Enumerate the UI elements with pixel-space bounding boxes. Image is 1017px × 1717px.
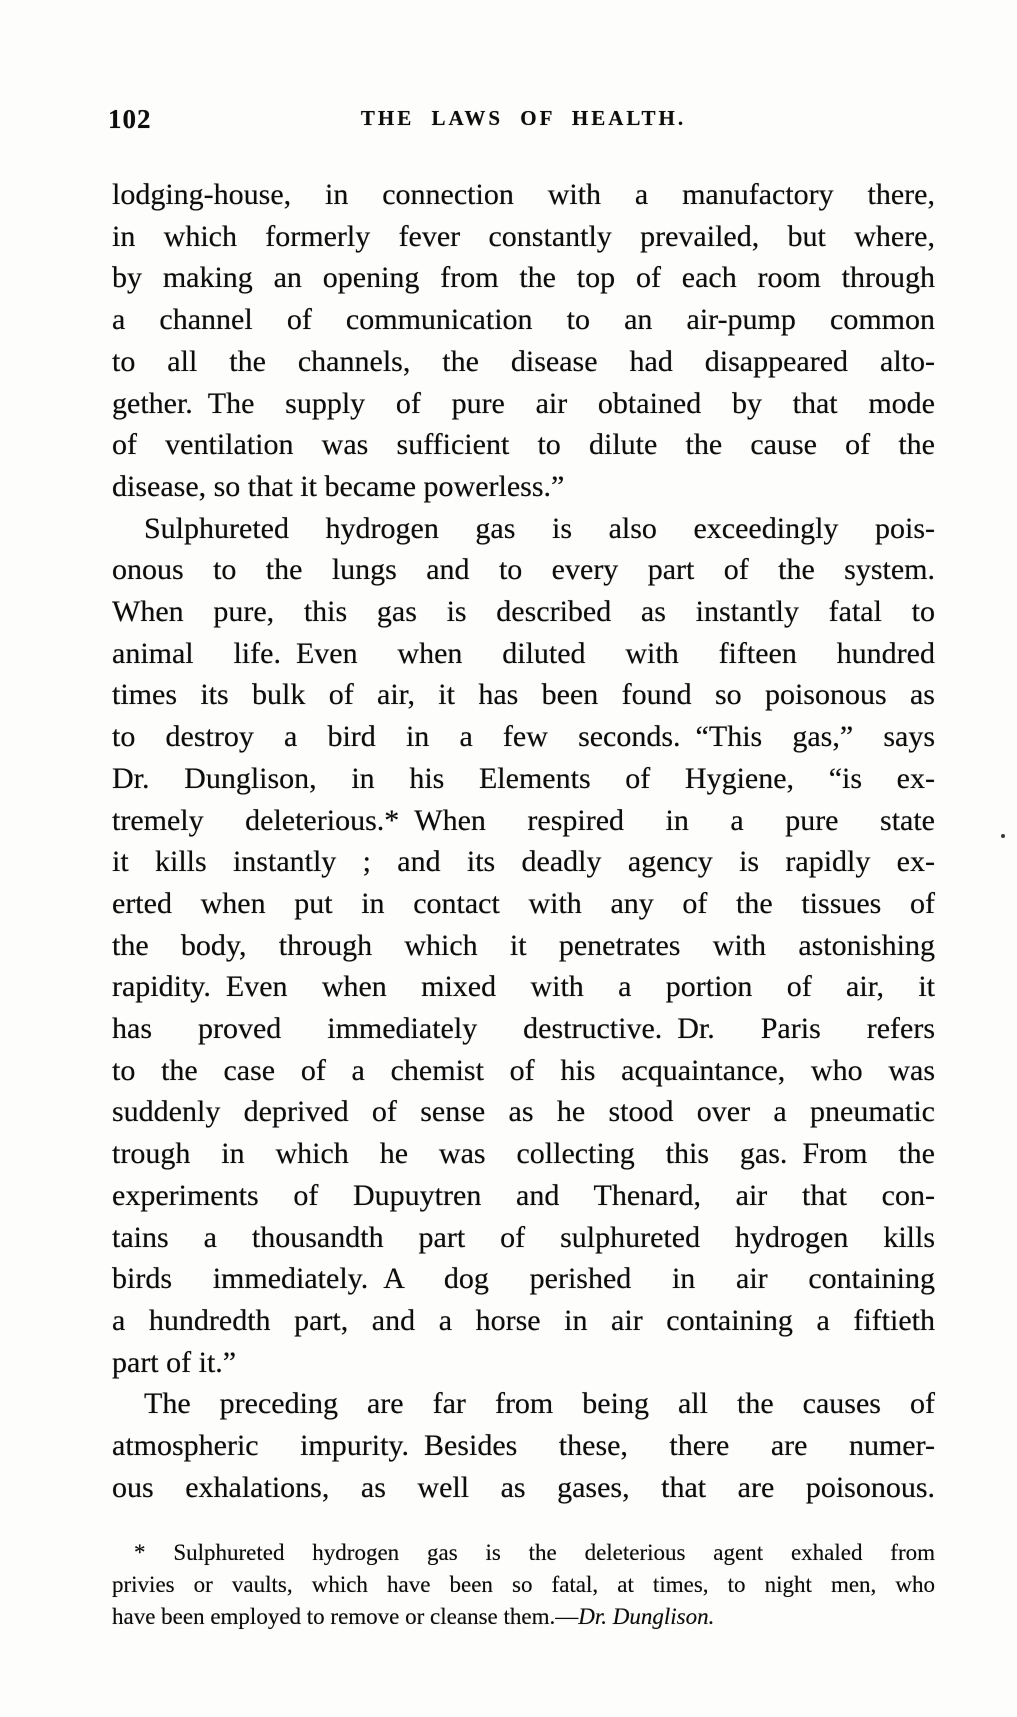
body-line-text: gether. The supply of pure air obtained by that mode <box>112 386 935 420</box>
body-line <box>112 508 935 550</box>
body-line <box>112 341 935 383</box>
footnote-line <box>112 1601 935 1633</box>
body-line <box>112 1091 935 1133</box>
body-line <box>112 966 935 1008</box>
footnote <box>112 1537 935 1633</box>
body-text <box>112 174 935 1509</box>
body-line-text: by making an opening from the top of each room through <box>112 261 935 295</box>
body-line-text: to destroy a bird in a few seconds. “This gas,” says <box>112 720 935 754</box>
body-line-text: Sulphureted hydrogen gas is also exceedingly pois- <box>144 511 935 545</box>
body-line-text: The preceding are far from being all the causes of <box>144 1387 935 1421</box>
body-line-text: it kills instantly ; and its deadly agency is rapidly ex- <box>112 845 935 879</box>
body-line <box>112 549 935 591</box>
body-line-text: ous exhalations, as well as gases, that are poisonous. <box>112 1470 935 1504</box>
body-line-text: times its bulk of air, it has been found so poisonous as <box>112 678 935 712</box>
body-line <box>112 1467 935 1509</box>
body-line-text: When pure, this gas is described as instantly fatal to <box>112 595 935 629</box>
body-line <box>112 424 935 466</box>
body-line <box>112 1175 935 1217</box>
body-line-text: to the case of a chemist of his acquaintance, who was <box>112 1053 935 1087</box>
body-line-text: tremely deleterious.* When respired in a pure state <box>112 803 935 837</box>
body-line <box>112 1425 935 1467</box>
body-line <box>112 1133 935 1175</box>
body-line <box>112 633 935 675</box>
footnote-line-text: have been employed to remove or cleanse them.— <box>112 1604 579 1629</box>
body-line-text: birds immediately. A dog perished in air containing <box>112 1262 935 1296</box>
body-line <box>112 800 935 842</box>
body-line <box>112 216 935 258</box>
body-line-text: erted when put in contact with any of the tissues of <box>112 886 935 920</box>
ink-speck <box>1001 834 1005 838</box>
body-line-text: experiments of Dupuytren and Thenard, air that con- <box>112 1178 935 1212</box>
body-line-text: in which formerly fever constantly prevailed, but where, <box>112 219 935 253</box>
body-line <box>112 299 935 341</box>
page-header <box>108 104 935 134</box>
body-line <box>112 1217 935 1259</box>
body-line-text: of ventilation was sufficient to dilute the cause of the <box>112 428 935 462</box>
page-number: 102 <box>108 104 152 134</box>
body-line <box>112 841 935 883</box>
body-line-text: animal life. Even when diluted with fifteen hundred <box>112 636 935 670</box>
body-line <box>112 1008 935 1050</box>
body-line-text: lodging-house, in connection with a manufactory there, <box>112 178 935 211</box>
body-line <box>112 1300 935 1342</box>
body-line-text: to all the channels, the disease had disappeared alto- <box>112 344 935 378</box>
body-line-text: rapidity. Even when mixed with a portion of air, it <box>112 970 935 1004</box>
body-line <box>112 174 935 216</box>
body-line-text: atmospheric impurity. Besides these, there are numer- <box>112 1429 935 1463</box>
body-line <box>112 674 935 716</box>
body-line-text: has proved immediately destructive. Dr. Paris refers <box>112 1012 935 1046</box>
body-line-text: suddenly deprived of sense as he stood over a pneumatic <box>112 1095 935 1129</box>
body-line <box>112 716 935 758</box>
body-line <box>112 925 935 967</box>
footnote-attribution: Dr. Dunglison. <box>578 1604 715 1629</box>
body-line-text: disease, so that it became powerless.” <box>112 469 565 503</box>
footnote-line-text: privies or vaults, which have been so fatal, at times, to night men, who <box>112 1572 935 1597</box>
body-line <box>112 883 935 925</box>
body-line-text: a channel of communication to an air-pump common <box>112 303 935 337</box>
running-title: THE LAWS OF HEALTH. <box>360 106 687 130</box>
body-line-text: tains a thousandth part of sulphureted hydrogen kills <box>112 1220 935 1254</box>
body-line <box>112 1342 935 1384</box>
body-line <box>112 758 935 800</box>
body-line-text: Dr. Dunglison, in his Elements of Hygiene, “is ex- <box>112 761 935 795</box>
body-line-text: trough in which he was collecting this gas. From the <box>112 1137 935 1171</box>
body-line <box>112 466 935 508</box>
body-line <box>112 257 935 299</box>
body-line <box>112 1050 935 1092</box>
body-line <box>112 383 935 425</box>
body-line <box>112 1383 935 1425</box>
footnote-line <box>112 1537 935 1569</box>
body-line-text: onous to the lungs and to every part of the system. <box>112 553 935 587</box>
body-line <box>112 591 935 633</box>
body-line-text: part of it.” <box>112 1345 237 1379</box>
body-line-text: the body, through which it penetrates with astonishing <box>112 928 935 962</box>
footnote-line <box>112 1569 935 1601</box>
body-line-text: a hundredth part, and a horse in air containing a fiftieth <box>112 1303 935 1337</box>
body-line <box>112 1258 935 1300</box>
footnote-line-text: * Sulphureted hydrogen gas is the deleterious agent exhaled from <box>134 1540 935 1565</box>
